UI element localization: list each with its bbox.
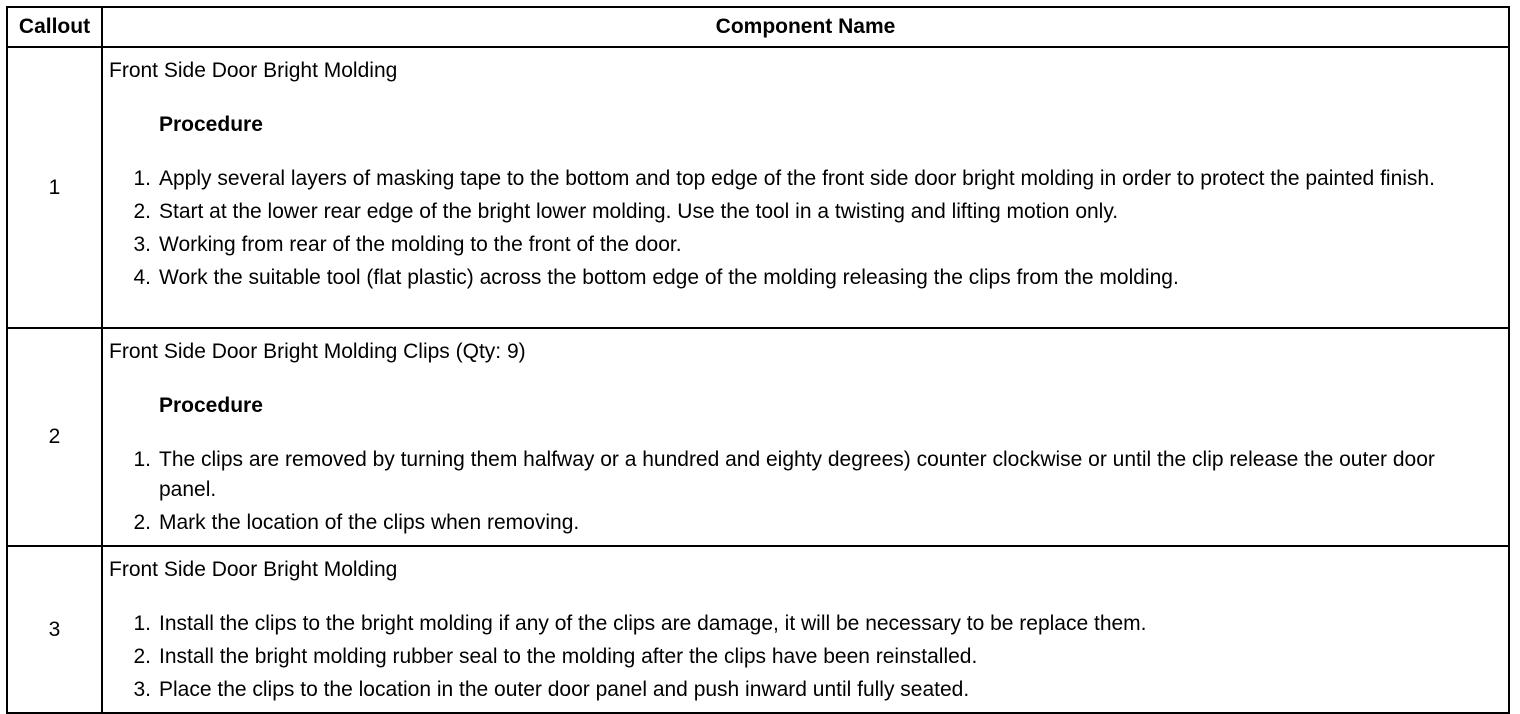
procedure-steps [109,445,1496,538]
procedure-steps [109,164,1496,293]
step-text: Apply several layers of masking tape to the bottom and top edge of the front side door bright molding in order to protect the painted finish. [159,167,1435,190]
component-name: Front Side Door Bright Molding Clips (Qty: 9) [109,340,526,363]
step-text: Working from rear of the molding to the front of the door. [159,233,682,256]
component-cell [102,328,1509,546]
step-number: 1. [133,167,151,190]
component-name: Front Side Door Bright Molding [109,558,398,581]
component-cell [102,546,1509,713]
step-item [109,445,1496,505]
procedure-heading: Procedure [159,394,263,417]
step-item [109,508,1496,538]
step-item [109,263,1496,293]
step-item [109,609,1496,639]
step-text: Install the clips to the bright molding if any of the clips are damage, it will be necessary to be replace them. [159,612,1147,635]
step-number: 2. [133,511,151,534]
component-table [6,6,1510,714]
step-number: 1. [133,448,151,471]
step-number: 4. [133,266,151,289]
step-text: Mark the location of the clips when removing. [159,511,580,534]
component-cell [102,47,1509,328]
step-number: 2. [133,645,151,668]
callout-number: 1 [7,47,102,328]
header-row [7,7,1509,47]
table-row [7,47,1509,328]
step-text: Work the suitable tool (flat plastic) across the bottom edge of the molding releasing the clips from the molding. [159,266,1179,289]
step-item [109,164,1496,194]
step-number: 3. [133,233,151,256]
procedure-steps [109,609,1496,705]
table-row [7,328,1509,546]
header-callout: Callout [7,7,102,47]
step-item [109,675,1496,705]
table-row [7,546,1509,713]
callout-number: 2 [7,328,102,546]
step-number: 3. [133,678,151,701]
procedure-heading: Procedure [159,113,263,136]
header-component-name: Component Name [102,7,1509,47]
component-name: Front Side Door Bright Molding [109,59,398,82]
step-text: Install the bright molding rubber seal to the molding after the clips have been reinstalled. [159,645,978,668]
callout-number: 3 [7,546,102,713]
step-item [109,197,1496,227]
step-text: Place the clips to the location in the outer door panel and push inward until fully seated. [159,678,970,701]
step-number: 1. [133,612,151,635]
step-number: 2. [133,200,151,223]
step-text: The clips are removed by turning them halfway or a hundred and eighty degrees) counter clockwise or until the clip release the outer door panel. [159,448,1435,501]
step-item [109,642,1496,672]
step-item [109,230,1496,260]
step-text: Start at the lower rear edge of the bright lower molding. Use the tool in a twisting and lifting motion only. [159,200,1119,223]
